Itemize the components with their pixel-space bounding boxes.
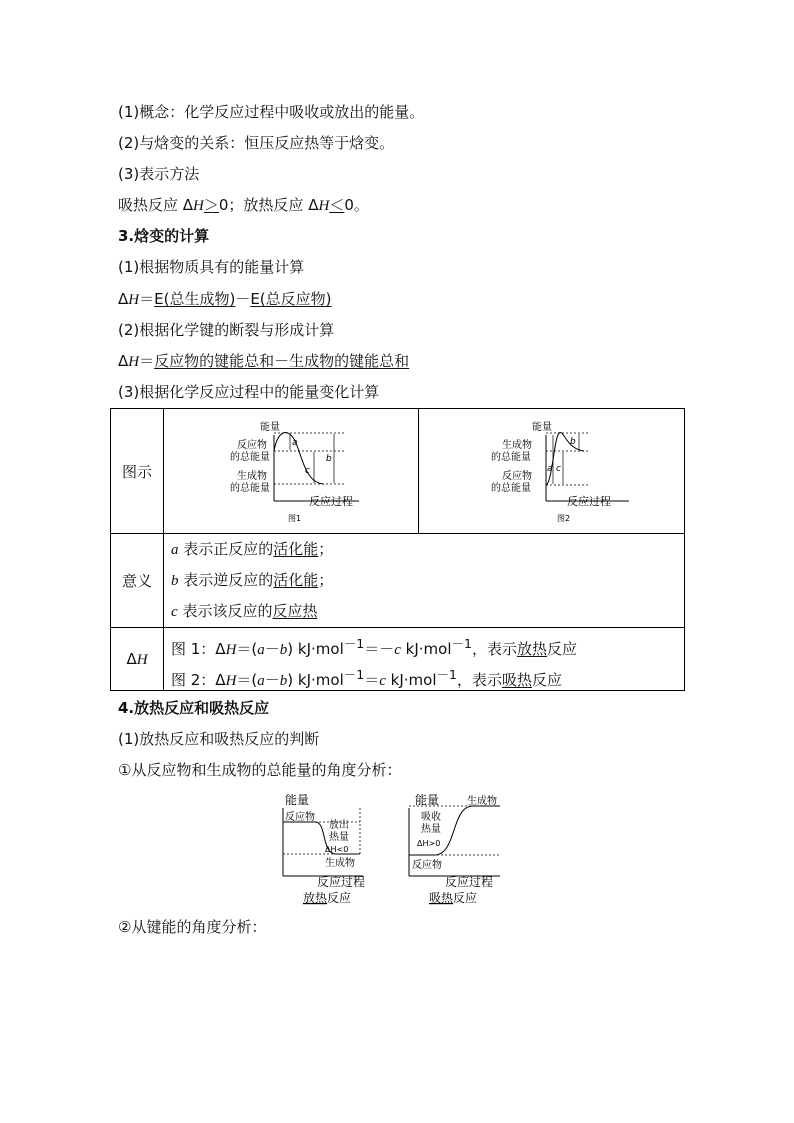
endo-caption: 吸热反应 xyxy=(429,891,478,905)
concept-line: (1)概念：化学反应过程中吸收或放出的能量。 xyxy=(118,103,425,121)
fig2-label-a: a xyxy=(547,464,553,474)
enthalpy-relation-line: (2)与焓变的关系：恒压反应热等于焓变。 xyxy=(118,134,395,152)
exo-l1: 放出 xyxy=(329,820,349,831)
judgement-heading: (1)放热反应和吸热反应的判断 xyxy=(118,730,320,748)
fig1-label-b: b xyxy=(326,454,332,464)
fig1-label-a: a xyxy=(292,438,298,448)
endo-react: 反应物 xyxy=(412,860,442,871)
exo-ylabel: 能量 xyxy=(285,793,310,807)
fig1-react-2: 的总能量 xyxy=(230,452,270,463)
fig1-ylabel: 能量 xyxy=(260,422,280,433)
fig1-prod-1: 生成物 xyxy=(237,471,267,482)
fig2-react-2: 的总能量 xyxy=(491,483,531,494)
calc-method-3: (3)根据化学反应过程中的能量变化计算 xyxy=(118,383,380,401)
total-energy-angle: ①从反应物和生成物的总能量的角度分析： xyxy=(118,761,402,779)
label-delta-h: ΔH xyxy=(111,628,164,691)
fig1-caption: 图1 xyxy=(288,514,302,523)
exo-caption: 放热反应 xyxy=(303,891,352,905)
exo-l2: 热量 xyxy=(329,832,349,843)
fig2-label-b: b xyxy=(570,437,576,447)
fig2-react-1: 反应物 xyxy=(502,471,532,482)
fig2-caption: 图2 xyxy=(557,514,571,523)
fig2-curve xyxy=(546,432,584,485)
figure-2-cell xyxy=(419,409,685,534)
exo-xlabel: 反应过程 xyxy=(317,875,366,889)
figure-1 xyxy=(164,409,418,533)
calc-method-1: (1)根据物质具有的能量计算 xyxy=(118,258,305,276)
label-meaning: 意义 xyxy=(111,534,164,628)
fig1-react-1: 反应物 xyxy=(237,440,267,451)
section-3-heading: 3.焓变的计算 xyxy=(118,227,210,245)
figure-2 xyxy=(419,409,684,533)
meaning-cell xyxy=(164,534,685,628)
representation-heading: (3)表示方法 xyxy=(118,165,200,183)
delta-h-fig1: 图 1：ΔH＝(a－b) kJ·mol$^{-1}$＝－c kJ·mol$^{-1}$，表示放热反应 xyxy=(171,636,578,658)
fig2-ylabel: 能量 xyxy=(532,422,552,433)
formula-energy: ΔH＝E(总生成物)－E(总反应物) xyxy=(118,290,332,308)
figure-1-cell xyxy=(164,409,419,534)
sign-rule-line: 吸热反应 ΔH＞0；放热反应 ΔH＜0。 xyxy=(118,196,369,214)
calc-method-2: (2)根据化学键的断裂与形成计算 xyxy=(118,321,335,339)
fig1-curve xyxy=(274,433,324,484)
endo-l3: ΔH>0 xyxy=(417,839,441,848)
meaning-b: b 表示逆反应的活化能； xyxy=(171,571,334,589)
meaning-c: c 表示该反应的反应热 xyxy=(171,602,318,620)
fig1-prod-2: 的总能量 xyxy=(230,483,270,494)
exo-prod: 生成物 xyxy=(325,858,355,869)
fig2-prod-2: 的总能量 xyxy=(491,452,531,463)
bond-energy-angle: ②从键能的角度分析： xyxy=(118,918,267,936)
endo-l2: 热量 xyxy=(421,824,441,835)
energy-diagram-table xyxy=(110,408,685,691)
label-diagram: 图示 xyxy=(111,409,164,534)
delta-h-fig2: 图 2：ΔH＝(a－b) kJ·mol$^{-1}$＝c kJ·mol$^{-1}$，表示吸热反应 xyxy=(171,667,563,689)
exo-endo-diagrams xyxy=(275,788,515,908)
fig2-prod-1: 生成物 xyxy=(502,440,532,451)
exo-l3: ΔH<0 xyxy=(325,845,349,854)
delta-h-cell xyxy=(164,628,685,691)
fig1-label-c: c xyxy=(305,466,310,476)
endo-ylabel: 能量 xyxy=(415,793,440,807)
fig1-xlabel: 反应过程 xyxy=(309,495,353,508)
meaning-a: a 表示正反应的活化能； xyxy=(171,540,334,558)
endo-l1: 吸收 xyxy=(421,812,441,823)
section-4-heading: 4.放热反应和吸热反应 xyxy=(118,699,270,717)
exo-react: 反应物 xyxy=(285,812,315,823)
endo-xlabel: 反应过程 xyxy=(445,875,494,889)
formula-bond-energy: ΔH＝反应物的键能总和－生成物的键能总和 xyxy=(118,352,410,370)
fig2-label-c: c xyxy=(556,464,561,474)
fig2-xlabel: 反应过程 xyxy=(567,495,611,508)
endo-prod: 生成物 xyxy=(467,796,497,807)
